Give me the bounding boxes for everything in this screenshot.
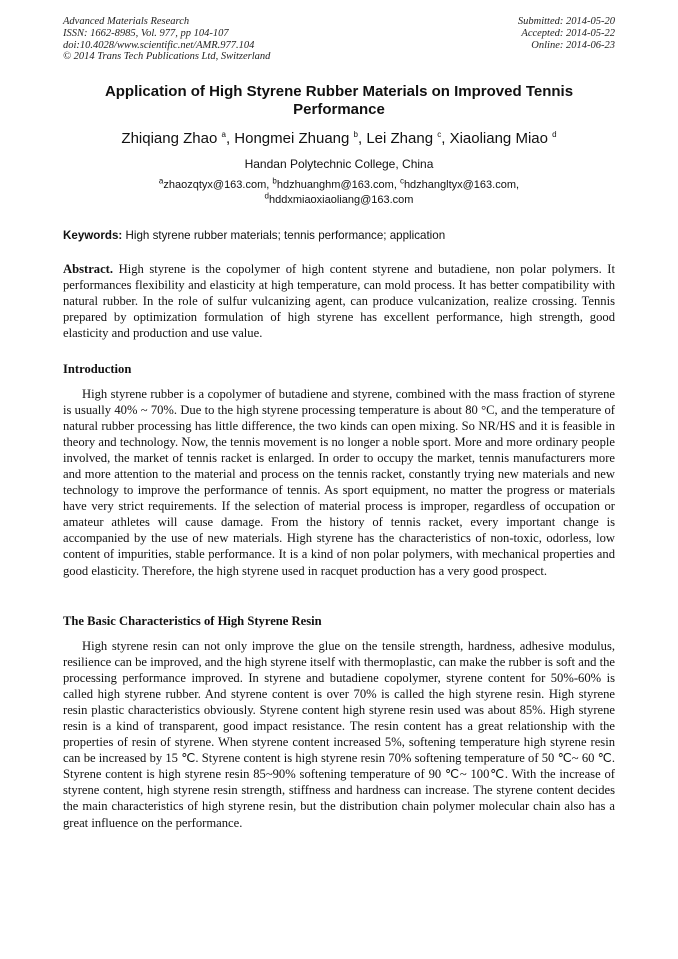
email-mark: c <box>399 176 404 186</box>
doi-line: doi:10.4028/www.scientific.net/AMR.977.104 <box>63 39 255 51</box>
submitted-date: Submitted: 2014-05-20 <box>517 16 615 27</box>
author-name: Hongmei Zhuang <box>234 130 350 147</box>
email-address[interactable]: hddxmiaoxiaoliang@163.com <box>268 193 414 206</box>
email-address[interactable]: zhaozqtyx@163.com <box>163 179 267 191</box>
keywords <box>63 229 615 243</box>
email-list: $^a$zhaozqtyx@163.com, $^b$hdzhuanghm@163.com, $^c$hdzhangltyx@163.com, $^d$hddxmiaoxiaoliang@163.com <box>158 176 520 206</box>
issn-line: ISSN: 1662-8985, Vol. 977, pp 104-107 <box>63 27 229 39</box>
publication-dates <box>518 16 615 51</box>
section-body-introduction: High styrene rubber is a copolymer of butadiene and styrene, combined with the mass fraction of styrene is usually 40% ~ 70%. Due to the high styrene processing temperature is about 80 °C, and the temperature of natural rubber processing has little difference, the two kinds can open mixing. So NR/HS and it is feasible in theory and technology. Now, the tennis movement is no longer a noble sport. More and more ordinary people involved, the market of tennis racket is enlarged. In order to occupy the market, tennis manufacturers more and more attention to the material and process on the tennis racket, constantly trying new materials and new technology to improve the performance of tennis. As sport equipment, no matter the progress or materials have very strict requirements. If the selection of material process is improper, regardless of occupation or amateur athletes will cause damage. From the history of tennis racket, every important change is accompanied by the use of new materials. High styrene has the characteristics of non-toxic, odorless, low content of impurities, stable performance. It is a kind of non polar polymers, with mechanical properties and good elasticity. Therefore, the high styrene used in racquet production has a very good prospect. <box>63 387 615 578</box>
journal-name: Advanced Materials Research <box>63 16 190 27</box>
abstract-label: Abstract. <box>63 262 114 276</box>
accepted-date: Accepted: 2014-05-22 <box>521 27 615 39</box>
author-affil-mark: d <box>552 130 557 139</box>
section-heading-characteristics: The Basic Characteristics of High Styrene Resin <box>63 614 322 628</box>
author-name: Zhiqiang Zhao <box>121 130 218 147</box>
section-body-characteristics: High styrene resin can not only improve the glue on the tensile strength, hardness, adhesive modulus, resilience can be improved, and the high styrene itself with thermoplastic, can make the rubber is soft and the processing performance improved. In styrene and butadiene copolymer, styrene content for 50%-60% is called high styrene rubber. And styrene content is over 70% is called the high styrene resin. High styrene resin plastic characteristics obviously. Styrene content high styrene resin used was about 85%. High styrene resin is a kind of transparent, good impact resistance. The resin content has a great relationship with the properties of resin of styrene. When styrene content increased 5%, softening temperature high styrene resin can be increased by 15 ℃. Styrene content is high styrene resin 70% softening temperature of 50 ℃~ 60 ℃. Styrene content is high styrene resin 85~90% softening temperature of 90 ℃~ 100℃. With the increase of styrene content, high styrene resin strength, stiffness and hardness can increase. The styrene content decides the main characteristics of high styrene resin, but the distribution chain polymer molecular chain also has a great influence on the performance. <box>63 639 615 830</box>
email-address[interactable]: hdzhangltyx@163.com <box>403 179 516 191</box>
journal-info <box>63 16 270 63</box>
copyright-line: © 2014 Trans Tech Publications Ltd, Switzerland <box>63 51 271 63</box>
email-address[interactable]: hdzhuanghm@163.com <box>276 179 394 191</box>
section-heading-introduction: Introduction <box>63 362 132 376</box>
email-mark: d <box>264 190 269 200</box>
online-date: Online: 2014-06-23 <box>531 39 615 51</box>
author-affil-mark: c <box>437 130 442 139</box>
affiliation: Handan Polytechnic College, China <box>244 157 434 171</box>
keywords-text: High styrene rubber materials; tennis performance; application <box>125 229 446 242</box>
email-mark: a <box>158 176 164 186</box>
paper-title: Application of High Styrene Rubber Materials on Improved Tennis Performance <box>104 83 574 118</box>
author-affil-mark: b <box>353 130 358 139</box>
author-name: Xiaoliang Miao <box>449 130 548 147</box>
abstract-text: High styrene is the copolymer of high content styrene and butadiene, non polar polymers. It performances flexibility and elasticity at high temperature, can mold process. It has better compatibility with natural rubber. In the role of sulfur vulcanizing agent, can produce vulcanization, realize crossing. Tennis prepared by optimization formulation of high styrene has excellent performance, high strength, good elasticity and production and use value. <box>63 262 615 341</box>
abstract <box>63 261 615 341</box>
author-list: Zhiqiang Zhao $^a$, Hongmei Zhuang $^b$, Lei Zhang $^c$, Xiaoliang Miao $^d$ <box>121 130 557 147</box>
author-name: Lei Zhang <box>366 130 434 147</box>
keywords-label: Keywords: <box>63 229 123 242</box>
email-mark: b <box>272 176 277 186</box>
author-affil-mark: a <box>221 130 226 139</box>
